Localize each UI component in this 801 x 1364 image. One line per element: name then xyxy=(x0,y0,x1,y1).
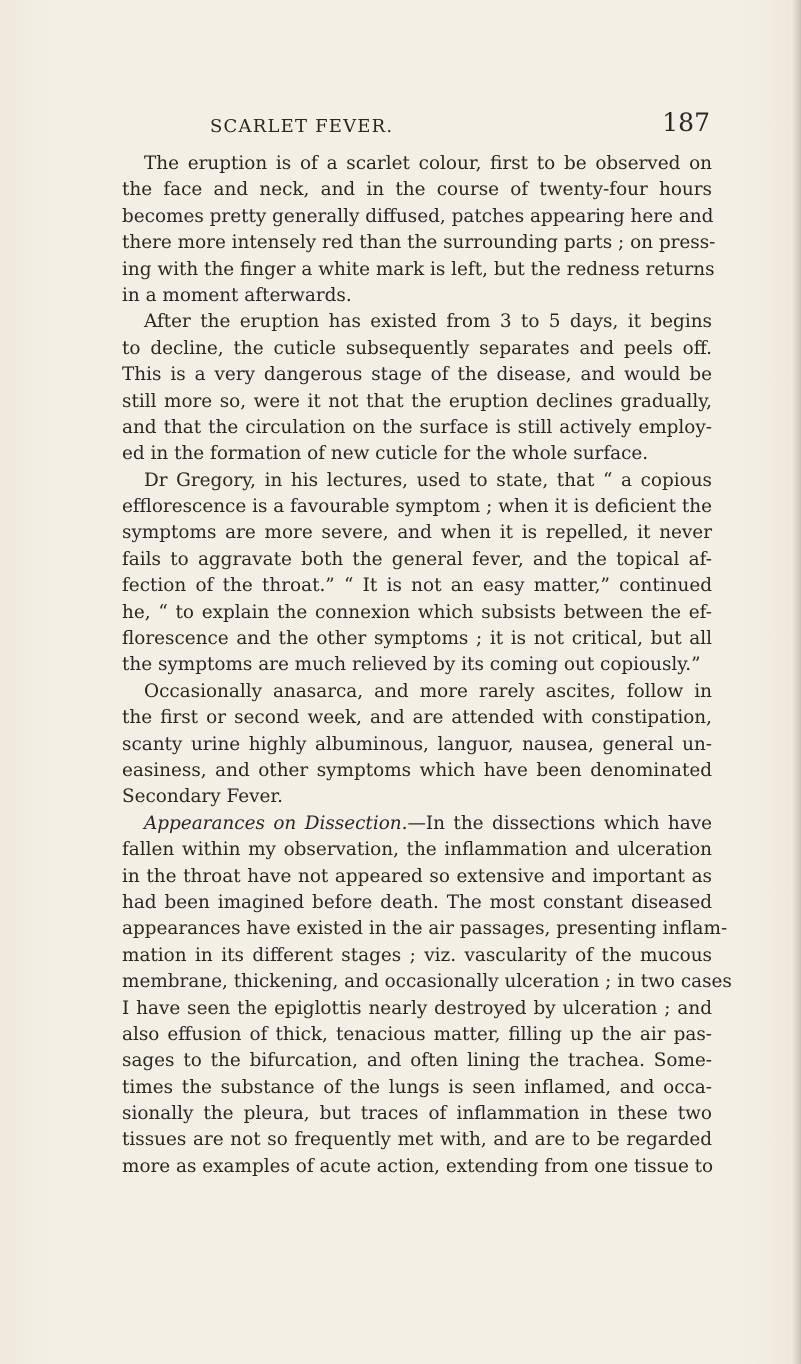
text-line: more as examples of acute action, extending from one tissue to xyxy=(122,1155,714,1177)
text-line: Secondary Fever. xyxy=(122,786,283,808)
text-line: still more so, were it not that the eruption declines gradually, xyxy=(122,390,712,412)
text-line: mation in its different stages ; viz. vascularity of the mucous xyxy=(122,944,712,966)
text-line: the symptoms are much relieved by its coming out copiously.” xyxy=(122,654,701,676)
page-number: 187 xyxy=(662,108,710,137)
text-line: After the eruption has existed from 3 to 5 days, it begins xyxy=(144,311,712,333)
text-line: ed in the formation of new cuticle for the whole surface. xyxy=(122,443,649,465)
text-line: tissues are not so frequently met with, and are to be regarded xyxy=(122,1129,712,1151)
text-line: in a moment afterwards. xyxy=(122,284,352,306)
text-line: Dr Gregory, in his lectures, used to state, that “ a copious xyxy=(144,469,712,491)
text-line: fallen within my observation, the inflammation and ulceration xyxy=(122,839,712,861)
section-heading: Appearances on Dissection. xyxy=(144,812,408,834)
text-line: fails to aggravate both the general fever, and the topical af- xyxy=(122,548,712,570)
text-line: in the throat have not appeared so extensive and important as xyxy=(122,865,712,887)
text-line: This is a very dangerous stage of the disease, and would be xyxy=(122,364,712,386)
text-line: scanty urine highly albuminous, languor, nausea, general un- xyxy=(122,733,712,755)
text-line: sages to the bifurcation, and often lining the trachea. Some- xyxy=(122,1050,712,1072)
text-line: symptoms are more severe, and when it is repelled, it never xyxy=(122,522,712,544)
text-line: The eruption is of a scarlet colour, first to be observed on xyxy=(144,153,712,174)
text-line: the first or second week, and are attended with constipation, xyxy=(122,707,712,729)
text-line: and that the circulation on the surface is still actively employ- xyxy=(122,416,712,438)
text-line: efflorescence is a favourable symptom ; when it is deficient the xyxy=(122,496,712,518)
text-line: easiness, and other symptoms which have been denominated xyxy=(122,759,712,781)
text-line: ing with the finger a white mark is left, but the redness returns xyxy=(122,258,715,280)
section-heading-line: Appearances on Dissection.—In the dissections which have xyxy=(144,812,712,834)
text-line: sionally the pleura, but traces of inflammation in these two xyxy=(122,1103,712,1125)
text-line: I have seen the epiglottis nearly destroyed by ulceration ; and xyxy=(122,997,712,1019)
text-line: times the substance of the lungs is seen inflamed, and occa- xyxy=(122,1076,712,1098)
running-head: SCARLET FEVER. xyxy=(210,116,394,137)
page-header xyxy=(100,106,710,146)
text-line: also effusion of thick, tenacious matter, filling up the air pas- xyxy=(122,1023,712,1045)
text-line: florescence and the other symptoms ; it is not critical, but all xyxy=(122,628,712,650)
text-line: Occasionally anasarca, and more rarely ascites, follow in xyxy=(144,680,712,702)
text-line: had been imagined before death. The most constant diseased xyxy=(122,891,712,913)
text-line: appearances have existed in the air passages, presenting inflam- xyxy=(122,918,728,940)
text-line: the face and neck, and in the course of twenty-four hours xyxy=(122,179,712,201)
text-line: to decline, the cuticle subsequently separates and peels off. xyxy=(122,337,712,359)
text-line: fection of the throat.” “ It is not an easy matter,” continued xyxy=(122,575,712,597)
text-line: becomes pretty generally diffused, patches appearing here and xyxy=(122,205,714,227)
text-line: he, “ to explain the connexion which subsists between the ef- xyxy=(122,601,712,623)
page-edge-shadow xyxy=(791,0,801,1364)
text-line: there more intensely red than the surrounding parts ; on press- xyxy=(122,232,716,254)
body-text xyxy=(122,151,732,1180)
text-line: membrane, thickening, and occasionally ulceration ; in two cases xyxy=(122,971,732,993)
